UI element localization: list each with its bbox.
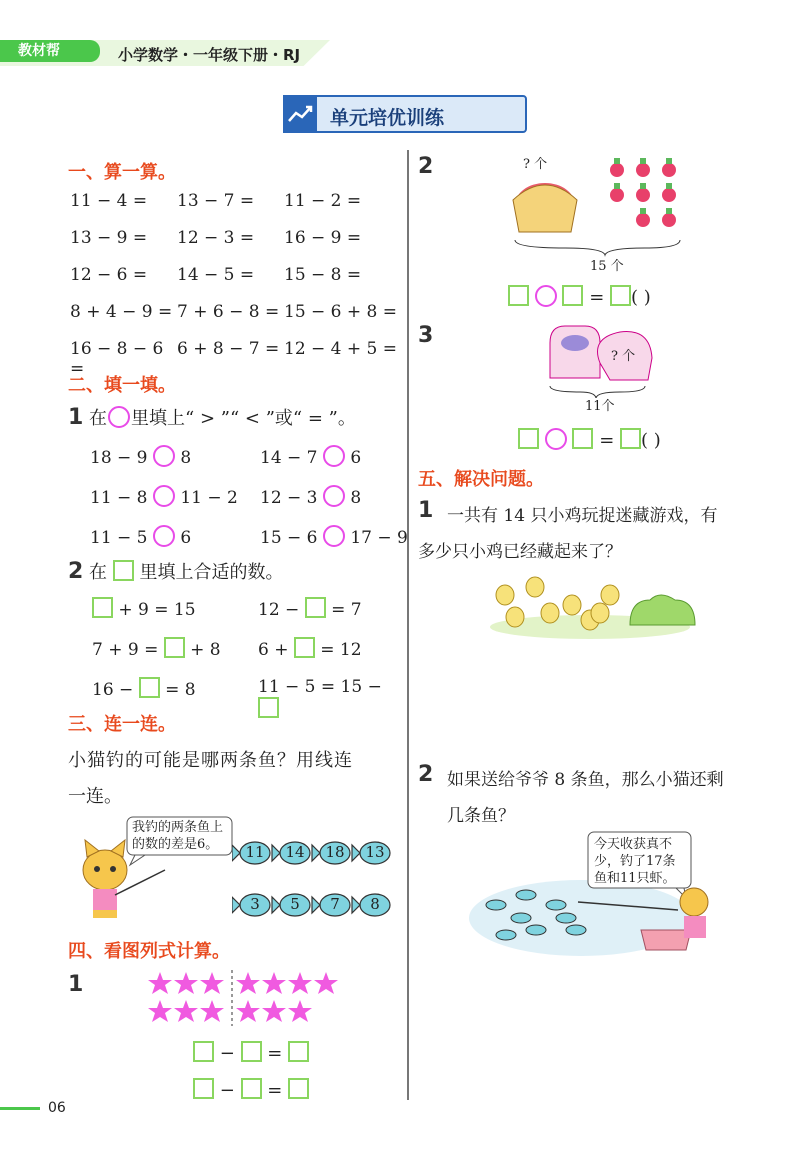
calc-item: 15 − 8 = [284, 265, 362, 285]
equation-row-1: − = [193, 1041, 309, 1064]
gloves-illustration [540, 318, 670, 402]
fish-row-top [232, 840, 392, 870]
question-number: 1 [68, 972, 84, 997]
answer-box[interactable] [610, 285, 631, 306]
chart-icon [283, 95, 317, 133]
box-icon [113, 560, 134, 581]
question-3-line1: 小猫钓的可能是哪两条鱼？用线连 [68, 750, 353, 771]
fishing-pond-illustration [466, 830, 736, 964]
compare-circle[interactable] [323, 445, 345, 467]
question-number: 3 [418, 323, 434, 348]
answer-box[interactable] [572, 428, 593, 449]
problem-2-line1: 如果送给爷爷 8 条鱼，那么小猫还剩 [447, 770, 724, 790]
section-3-title: 三、连一连。 [68, 714, 176, 735]
circle-icon [108, 406, 130, 428]
compare-item: 15 − 6 17 − 9 [260, 525, 410, 548]
question-text-b: 里填上“ > ”“ < ”或“ = ”。 [131, 408, 356, 429]
calc-item: 13 − 9 = [70, 228, 148, 248]
problem-1-line1: 一共有 14 只小鸡玩捉迷藏游戏，有 [447, 506, 718, 526]
calc-item: 12 − 4 + 5 = [284, 339, 398, 359]
fish-numbers-top [244, 843, 404, 861]
fish-number[interactable]: 13 [365, 843, 385, 861]
fill-item: 7 + 9 = + 8 [92, 637, 258, 660]
chicks-drawing [490, 565, 700, 645]
compare-circle[interactable] [323, 525, 345, 547]
question-number: 2 [418, 762, 434, 787]
calc-item: 13 − 7 = [177, 191, 255, 211]
stars-drawing [148, 970, 343, 1030]
answer-box[interactable] [620, 428, 641, 449]
compare-item: 12 − 3 8 [260, 485, 410, 508]
fish-number[interactable]: 7 [330, 895, 340, 913]
chicks-illustration [490, 565, 700, 649]
fish-number[interactable]: 14 [285, 843, 305, 861]
question-number: 1 [68, 405, 84, 430]
book-title: 小学数学・一年级下册・RJ [118, 46, 301, 64]
unknown-label: ? 个 [523, 157, 548, 172]
answer-box[interactable] [164, 637, 185, 658]
total-label: 15 个 [590, 259, 624, 274]
answer-box[interactable] [288, 1041, 309, 1062]
question-3-line2: 一连。 [68, 786, 122, 807]
stars-illustration [148, 970, 343, 1034]
answer-box[interactable] [288, 1078, 309, 1099]
question-number: 2 [68, 559, 84, 584]
speech-bubble: 今天收获真不 少，钓了17条 鱼和11只虾。 [594, 837, 676, 886]
compare-circle[interactable] [153, 485, 175, 507]
book-tag: 教材帮 [0, 40, 100, 62]
section-5-title: 五、解决问题。 [418, 469, 544, 490]
question-2-2 [68, 558, 284, 584]
calc-item: 14 − 5 = [177, 265, 255, 285]
calc-item: 15 − 6 + 8 = [284, 302, 398, 322]
calc-item: 6 + 8 − 7 = [177, 339, 280, 359]
compare-item: 18 − 9 8 [90, 445, 260, 468]
section-1-title: 一、算一算。 [68, 162, 176, 183]
fill-item: + 9 = 15 [92, 597, 258, 620]
operator-circle[interactable] [535, 285, 557, 307]
compare-circle[interactable] [323, 485, 345, 507]
fill-grid [92, 597, 412, 720]
question-2-1 [68, 404, 356, 430]
answer-box[interactable] [562, 285, 583, 306]
calc-item: 8 + 4 − 9 = [70, 302, 173, 322]
calc-item: 16 − 9 = [284, 228, 362, 248]
fish-number[interactable]: 8 [370, 895, 380, 913]
equation-row-2: − = [193, 1078, 309, 1101]
calc-item: 11 − 4 = [70, 191, 148, 211]
answer-box[interactable] [193, 1041, 214, 1062]
page-number: 06 [48, 1100, 66, 1116]
compare-grid [90, 445, 410, 548]
answer-box[interactable] [305, 597, 326, 618]
answer-box[interactable] [241, 1078, 262, 1099]
compare-item: 11 − 8 11 − 2 [90, 485, 260, 508]
compare-circle[interactable] [153, 525, 175, 547]
equation-q2: = ( ) [508, 285, 651, 308]
answer-box[interactable] [518, 428, 539, 449]
fish-row-bottom [232, 892, 392, 922]
fish-numbers-bottom [244, 895, 404, 913]
fill-item: 12 − = 7 [258, 597, 408, 620]
question-number: 2 [418, 154, 434, 179]
answer-box[interactable] [294, 637, 315, 658]
answer-box[interactable] [139, 677, 160, 698]
fill-item: 11 − 5 = 15 − [258, 677, 408, 720]
total-label: 11个 [585, 399, 615, 414]
calc-item: 16 − 8 − 6 = [70, 339, 164, 379]
fish-number[interactable]: 18 [325, 843, 345, 861]
question-text-a: 在 [89, 408, 108, 429]
calc-grid [70, 191, 400, 379]
answer-box[interactable] [258, 697, 279, 718]
question-text-b: 里填上合适的数。 [139, 562, 284, 583]
fill-item: 6 + = 12 [258, 637, 408, 660]
section-2-title: 二、填一填。 [68, 375, 176, 396]
answer-box[interactable] [92, 597, 113, 618]
calc-item: 11 − 2 = [284, 191, 362, 211]
answer-box[interactable] [241, 1041, 262, 1062]
answer-box[interactable] [193, 1078, 214, 1099]
operator-circle[interactable] [545, 428, 567, 450]
compare-item: 14 − 7 6 [260, 445, 410, 468]
calc-item: 12 − 3 = [177, 228, 255, 248]
calc-item: 7 + 6 − 8 = [177, 302, 280, 322]
question-number: 1 [418, 498, 434, 523]
problem-1-line2: 多少只小鸡已经藏起来了？ [418, 542, 622, 562]
calc-item: 12 − 6 = [70, 265, 148, 285]
fill-item: 16 − = 8 [92, 677, 258, 720]
fish-number[interactable]: 11 [245, 843, 265, 861]
unknown-label: ? 个 [611, 349, 636, 364]
fish-number[interactable]: 3 [250, 895, 260, 913]
page-number-bar [0, 1107, 40, 1110]
equation-q3: = ( ) [518, 428, 661, 451]
answer-box[interactable] [508, 285, 529, 306]
compare-item: 11 − 5 6 [90, 525, 260, 548]
unit-title: 单元培优训练 [330, 107, 445, 129]
problem-2-line2: 几条鱼？ [447, 806, 515, 826]
question-text-a: 在 [89, 562, 108, 583]
gloves-drawing [540, 318, 670, 398]
speech-bubble: 我钓的两条鱼上 的数的差是6。 [132, 820, 224, 852]
fish-number[interactable]: 5 [290, 895, 300, 913]
compare-circle[interactable] [153, 445, 175, 467]
section-4-title: 四、看图列式计算。 [68, 941, 230, 962]
